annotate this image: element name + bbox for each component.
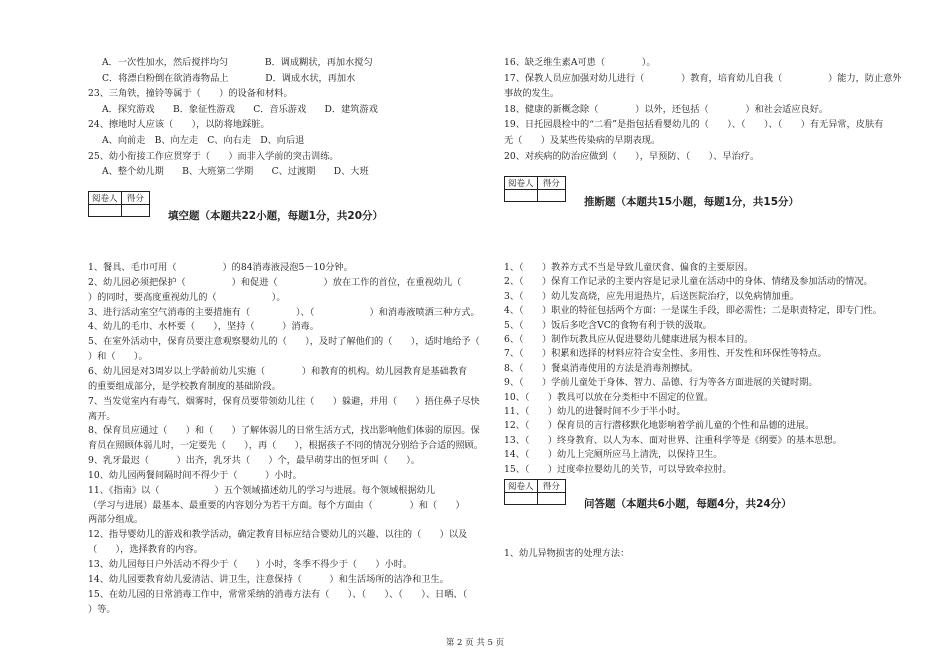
judge-items-line: 11、（ ）幼儿的进餐时间不少于半小时。 bbox=[504, 406, 686, 417]
fill-items-line: 离开。 bbox=[88, 410, 116, 422]
fill-items-line: 14、幼儿园要教育幼儿爱清洁、讲卫生，注意保持（ ）和生活场所的洁净和卫生。 bbox=[88, 573, 449, 585]
fill-items-line: ）和（ ）。 bbox=[88, 351, 148, 363]
mc-tail-line: 23、三角铁，撞铃等属于（ ）的设备和材料。 bbox=[88, 88, 293, 100]
grader-score-table-judge bbox=[504, 176, 566, 202]
fill-items-line: 1、餐具、毛巾可用（ ）的84消毒液浸泡5－10分钟。 bbox=[88, 262, 353, 273]
judge-items-line: 1、（ ）教养方式不当是导致儿童厌食、偏食的主要原因。 bbox=[504, 262, 754, 273]
qa-section-title: 问答题（本题共6小题，每题4分，共24分） bbox=[584, 498, 792, 510]
judge-items-line: 14、（ ）幼儿上完厕所应马上清洗，以保持卫生。 bbox=[504, 449, 723, 461]
mc-tail-line: A．探究游戏 B．象征性游戏 C．音乐游戏 D．建筑游戏 bbox=[102, 103, 378, 115]
judge-items-line: 6、（ ）制作玩教具应从促进婴幼儿健康进展为根本目的。 bbox=[504, 334, 754, 345]
fill-items-line: （ ），选择教育的内容。 bbox=[88, 544, 203, 556]
qa-items-line: 1、幼儿异物损害的处理方法： bbox=[504, 548, 630, 559]
fill-items-line: 两部分组成。 bbox=[88, 514, 144, 526]
judge-items-line: 13、（ ）终身教育、以人为本、面对世界、注重科学等是《纲要》的基本思想。 bbox=[504, 434, 842, 446]
fill-cont-line: 16、缺乏维生素A可患（ ）。 bbox=[504, 57, 656, 68]
page-footer: 第 2 页 共 5 页 bbox=[445, 638, 505, 648]
mc-tail-line: A．一次性加水，然后搅拌均匀 B．调成糊状，再加水搅匀 bbox=[102, 57, 373, 68]
fill-items-line: （学习与进展）最基本、最重要的内容划分为若干方面。每个方面由（ ）和（ ） bbox=[88, 499, 465, 511]
fill-items-line: ）等。 bbox=[88, 603, 116, 615]
fill-items-line: 3、进行活动室空气消毒的主要措施有（ ）、（ ）和消毒液喷洒三种方式。 bbox=[88, 306, 480, 318]
score-label: 得分 bbox=[537, 480, 566, 493]
judge-items-line: 2、（ ）保育工作记录的主要内容是记录儿童在活动中的身体、情绪及参加活动的情况。 bbox=[504, 276, 873, 288]
fill-items-line: 8、保育员应通过（ ）和（ ）了解体弱儿的日常生活方式，找出影响他们体弱的原因。保 bbox=[88, 425, 480, 437]
fill-items-line: 5、在室外活动中，保育员要注意观察婴幼儿的（ ），及时了解他们的（ ），适时地给予（ bbox=[88, 336, 480, 348]
fill-cont-line: 20、对疾病的防治应做到（ ），早预防、（ ）、早治疗。 bbox=[504, 150, 760, 162]
judge-items-line: 8、（ ）餐桌消毒使用的方法是消毒剂擦拭。 bbox=[504, 362, 699, 374]
fill-items-line: 12、指导婴幼儿的游戏和教学活动，确定教育目标应结合婴幼儿的兴趣、以往的（ ）以及 bbox=[88, 529, 468, 541]
score-label: 得分 bbox=[121, 192, 150, 205]
grader-cell bbox=[505, 493, 538, 505]
judge-items-line: 5、（ ）饭后多吃含VC的食物有利于铁的汲取。 bbox=[504, 319, 712, 331]
fill-items-line: 4、幼儿的毛巾、水杯要（ ），坚持（ ）消毒。 bbox=[88, 321, 319, 333]
grader-cell bbox=[505, 190, 538, 202]
mc-tail-line: 25、幼小衔接工作应贯穿于（ ）而非入学前的突击训练。 bbox=[88, 150, 339, 162]
fill-items-line: 7、当发觉室内有毒气、烟雾时，保育员要带领幼儿往（ ）躲避，并用（ ）捂住鼻子尽快 bbox=[88, 395, 480, 407]
fill-items-line: ）的同时，要高度重视幼儿的（ ）。 bbox=[88, 291, 286, 303]
score-label: 得分 bbox=[537, 177, 566, 190]
grader-label: 阅卷人 bbox=[505, 480, 538, 493]
score-cell bbox=[537, 190, 566, 202]
judge-items-line: 7、（ ）积累和选择的材料应符合安全性、多用性、开发性和环保性等特点。 bbox=[504, 348, 827, 360]
fill-cont-line: 无（ ）及某些传染病的早期表现。 bbox=[504, 135, 661, 146]
fill-items-line: 11、《指南》以（ ）五个领域描述幼儿的学习与进展。每个领域根据幼儿 bbox=[88, 484, 436, 496]
fill-cont-line: 17、保教人员应加强对幼儿进行（ ）教育，培育幼儿自我（ ）能力，防止意外 bbox=[504, 72, 902, 84]
judge-items-line: 15、（ ）过度牵拉婴幼儿的关节，可以导致牵拉肘。 bbox=[504, 463, 732, 475]
score-cell bbox=[537, 493, 566, 505]
grader-label: 阅卷人 bbox=[89, 192, 122, 205]
judge-items-line: 10、（ ）教具可以放在分类柜中不固定的位置。 bbox=[504, 391, 714, 403]
score-cell bbox=[121, 205, 150, 217]
judge-items-line: 9、（ ）学前儿童处于身体、智力、品德、行为等各方面进展的关键时期。 bbox=[504, 377, 818, 389]
fill-cont-line: 19、日托园晨检中的“二看”是指包括看婴幼儿的（ ）、（ ）、（ ）有无异常，皮肤有 bbox=[504, 119, 884, 131]
fill-cont-line: 事故的发生。 bbox=[504, 88, 560, 100]
mc-tail-line: 24、擦地时人应该（ ），以防将地踩脏。 bbox=[88, 119, 270, 131]
judge-items-line: 4、（ ）职业的特征包括两个方面：一是谋生手段，即必需性；二是职责特定，即专门性。 bbox=[504, 305, 882, 317]
mc-tail-line: A、整个幼儿期 B、大班第二学期 C、过渡期 D、大班 bbox=[102, 166, 369, 178]
fill-items-line: 6、幼儿园是对3周岁以上学龄前幼儿实施（ ）和教育的机构。幼儿园教育是基础教育 bbox=[88, 365, 468, 377]
judge-items-line: 3、（ ）幼儿发高烧，应先用退热片，后送医院治疗，以免病情加重。 bbox=[504, 290, 800, 302]
grader-score-table-qa bbox=[504, 479, 566, 505]
fill-items-line: 2、幼儿园必须把保护（ ）和促进（ ）放在工作的首位，在重视幼儿（ bbox=[88, 276, 462, 288]
grader-cell bbox=[89, 205, 122, 217]
fill-items-line: 育员在照顾体弱儿时，一定要先（ ），再（ ），根据孩子不同的情况分别给予合适的照顾。 bbox=[88, 440, 484, 452]
fill-cont-line: 18、健康的新概念除（ ）以外，还包括（ ）和社会适应良好。 bbox=[504, 103, 829, 115]
mc-tail-line: C．将漂白粉倒在欲消毒物品上 D．调成水状，再加水 bbox=[102, 72, 356, 84]
fill-items-line: 15、在幼儿园的日常消毒工作中，常常采纳的消毒方法有（ ）、（ ）、（ ）、日晒、（ bbox=[88, 588, 468, 600]
fill-items-line: 的重要组成部分，是学校教育制度的基础阶段。 bbox=[88, 380, 281, 392]
mc-tail-line: A、向前走 B、向左走 C、向右走 D、向后退 bbox=[102, 135, 305, 146]
judge-section-title: 推断题（本题共15小题，每题1分，共15分） bbox=[584, 196, 800, 208]
fill-section-title: 填空题（本题共22小题，每题1分，共20分） bbox=[168, 210, 384, 222]
judge-items-line: 12、（ ）保育员的言行潜移默化地影响着学前儿童的个性和品德的进展。 bbox=[504, 420, 815, 432]
grader-label: 阅卷人 bbox=[505, 177, 538, 190]
fill-items-line: 10、幼儿园两餐间隔时间不得少于（ ）小时。 bbox=[88, 469, 302, 481]
fill-items-line: 9、乳牙最迟（ ）出齐，乳牙共（ ）个，最早萌芽出的恒牙叫（ ）。 bbox=[88, 455, 420, 467]
fill-items-line: 13、幼儿园每日户外活动不得少于（ ）小时，冬季不得少于（ ）小时。 bbox=[88, 559, 413, 570]
grader-score-table-fill bbox=[88, 191, 150, 217]
